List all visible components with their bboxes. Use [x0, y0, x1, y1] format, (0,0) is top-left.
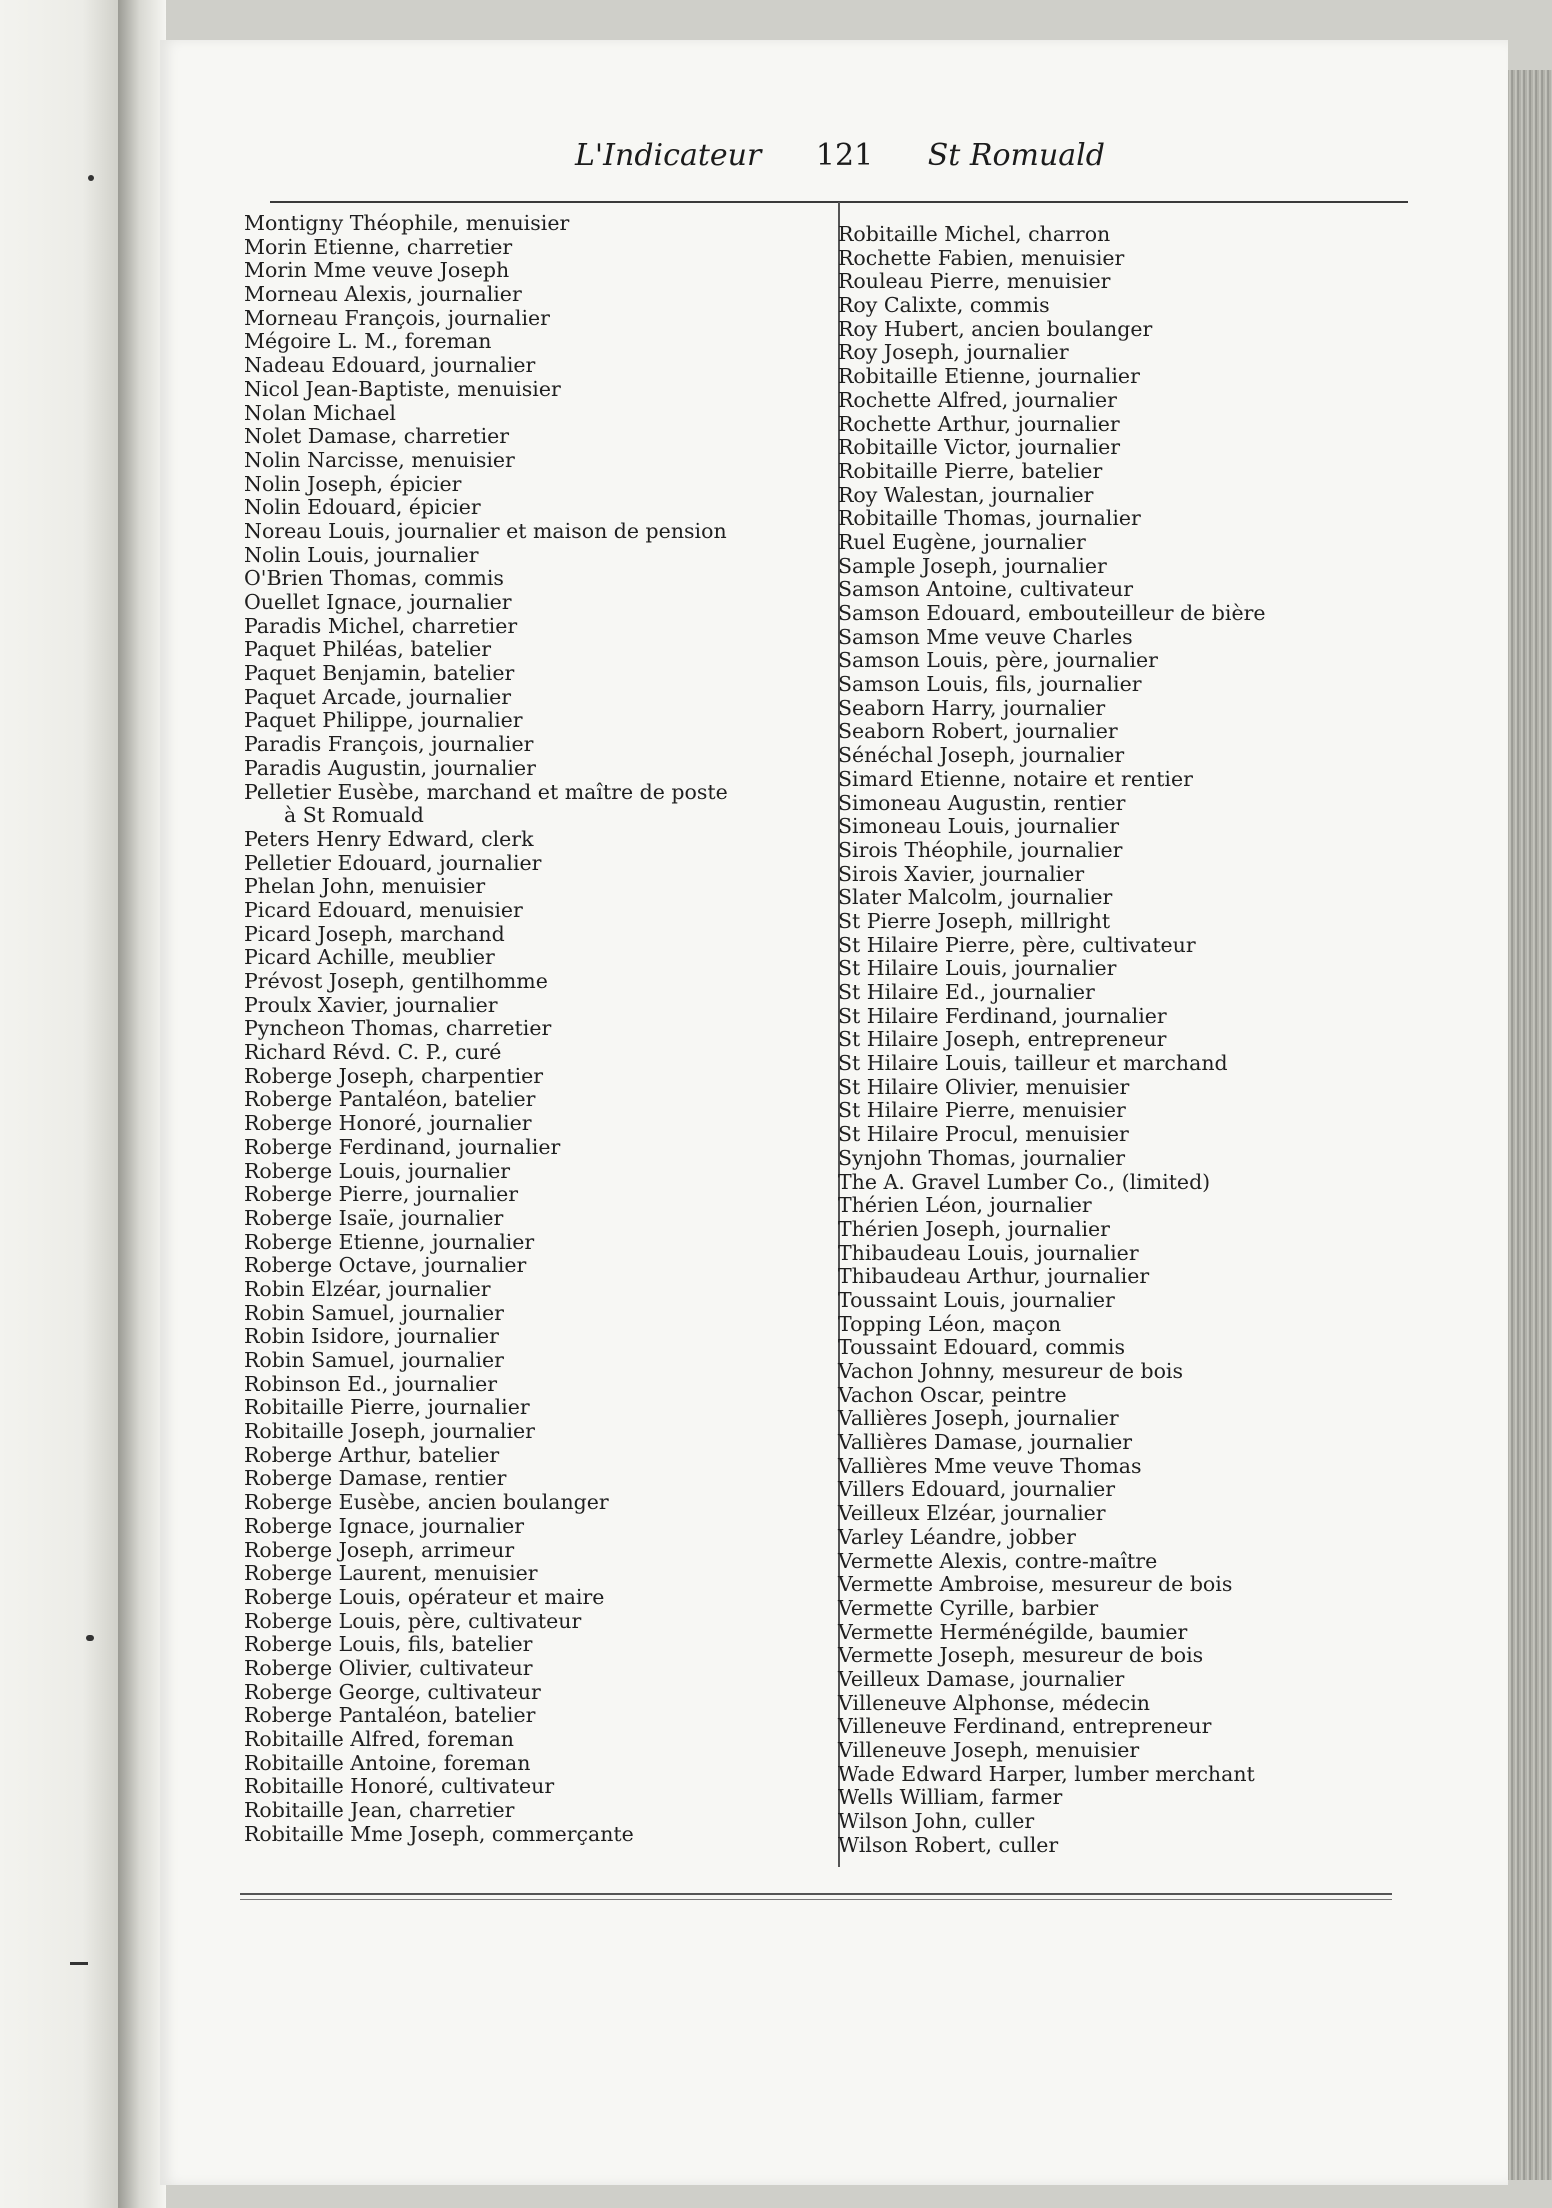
directory-entry: Roy Calixte, commis [838, 293, 1050, 318]
binding-mark [86, 1635, 94, 1641]
directory-entry: Roberge Louis, opérateur et maire [244, 1584, 605, 1609]
directory-entry: Villeneuve Alphonse, médecin [838, 1690, 1150, 1715]
directory-entry: Slater Malcolm, journalier [838, 885, 1113, 910]
directory-entry: Robitaille Honoré, cultivateur [244, 1774, 555, 1799]
page-stack-edge [1508, 70, 1552, 2180]
directory-entry: St Pierre Joseph, millright [838, 908, 1111, 933]
directory-entry: Roberge Isaïe, journalier [244, 1205, 504, 1230]
directory-entry: Ruel Eugène, journalier [838, 529, 1086, 554]
directory-entry: Roberge Pantaléon, batelier [244, 1087, 536, 1112]
directory-entry: Simoneau Louis, journalier [838, 814, 1120, 839]
directory-entry: Rouleau Pierre, menuisier [838, 269, 1111, 294]
directory-entry: Vallières Joseph, journalier [838, 1406, 1119, 1431]
directory-entry: Simard Etienne, notaire et rentier [838, 766, 1193, 791]
directory-entry: Roberge Louis, fils, batelier [244, 1632, 533, 1657]
directory-entry: Robitaille Michel, charron [838, 222, 1111, 246]
directory-entry: Robitaille Antoine, foreman [244, 1750, 531, 1775]
directory-entry: Robin Samuel, journalier [244, 1348, 504, 1372]
directory-entry: St Hilaire Pierre, père, cultivateur [838, 932, 1196, 957]
directory-entry: Robitaille Pierre, journalier [244, 1395, 530, 1420]
directory-entry: Roberge Etienne, journalier [244, 1229, 535, 1254]
directory-entry: Paradis Michel, charretier [244, 613, 518, 638]
directory-entry: Pelletier Eusèbe, marchand et maître de poste [244, 779, 728, 804]
footer-rule [240, 1893, 1392, 1895]
directory-entry: Roberge Honoré, journalier [244, 1111, 532, 1136]
directory-entry: Varley Léandre, jobber [838, 1524, 1076, 1549]
directory-entry: Roberge Eusèbe, ancien boulanger [244, 1490, 609, 1515]
directory-entry: Robitaille Jean, charretier [244, 1798, 515, 1823]
directory-entry: Morin Etienne, charretier [244, 234, 513, 259]
directory-entry: à St Romuald [284, 803, 424, 828]
directory-entry: Noreau Louis, journalier et maison de pension [244, 518, 727, 543]
directory-entry: Topping Léon, maçon [838, 1311, 1062, 1336]
directory-entry: Samson Mme veuve Charles [838, 624, 1133, 649]
directory-entry: St Hilaire Procul, menuisier [838, 1122, 1129, 1147]
directory-entry: Rochette Arthur, journalier [838, 411, 1120, 436]
directory-entry: Roberge Ignace, journalier [244, 1513, 525, 1538]
directory-entry: St Hilaire Ferdinand, journalier [838, 1003, 1167, 1028]
directory-entry: Paquet Benjamin, batelier [244, 661, 515, 686]
directory-entry: Morneau François, journalier [244, 305, 550, 330]
directory-entry: St Hilaire Louis, tailleur et marchand [838, 1051, 1228, 1076]
directory-entry: Morin Mme veuve Joseph [244, 258, 510, 283]
binding-mark [70, 1962, 88, 1965]
directory-entry: Thibaudeau Arthur, journalier [838, 1264, 1150, 1289]
directory-entry: Vermette Cyrille, barbier [838, 1595, 1099, 1620]
directory-entry: Robitaille Victor, journalier [838, 435, 1121, 460]
directory-entry: Robitaille Alfred, foreman [244, 1727, 514, 1751]
directory-entry: Roberge Louis, journalier [244, 1158, 511, 1183]
directory-entry: Ouellet Ignace, journalier [244, 590, 512, 614]
directory-entry: Nolin Louis, journalier [244, 542, 479, 567]
directory-entry: Picard Joseph, marchand [244, 921, 505, 946]
directory-entry: Vermette Ambroise, mesureur de bois [838, 1572, 1233, 1597]
directory-entry: Roberge Laurent, menuisier [244, 1561, 538, 1586]
directory-entry: Roy Walestan, journalier [838, 482, 1094, 507]
directory-entry: Vallières Damase, journalier [838, 1430, 1133, 1455]
directory-entry: Proulx Xavier, journalier [244, 992, 498, 1017]
directory-entry: Vermette Alexis, contre-maître [838, 1548, 1158, 1573]
directory-entry: Vachon Johnny, mesureur de bois [838, 1359, 1184, 1383]
directory-entry: Toussaint Edouard, commis [838, 1335, 1125, 1360]
directory-entry: Villers Edouard, journalier [838, 1477, 1116, 1502]
directory-entry: Robin Samuel, journalier [244, 1300, 504, 1325]
directory-entry: Samson Edouard, embouteilleur de bière [838, 601, 1266, 625]
directory-entry: Sirois Xavier, journalier [838, 861, 1085, 886]
directory-entry: Samson Louis, père, journalier [838, 648, 1158, 673]
directory-entry: Robitaille Mme Joseph, commerçante [244, 1821, 634, 1846]
directory-entry: St Hilaire Louis, journalier [838, 956, 1117, 981]
directory-entry: Roberge Olivier, cultivateur [244, 1655, 533, 1680]
directory-entry: Nolin Narcisse, menuisier [244, 447, 515, 472]
directory-entry: Nadeau Edouard, journalier [244, 353, 536, 378]
directory-entry: Nolin Joseph, épicier [244, 471, 462, 496]
directory-entry: Paquet Philéas, batelier [244, 637, 492, 662]
directory-entry: Paquet Philippe, journalier [244, 708, 523, 733]
directory-entry: St Hilaire Joseph, entrepreneur [838, 1027, 1167, 1052]
directory-entry: Phelan John, menuisier [244, 874, 486, 899]
directory-entry: Mégoire L. M., foreman [244, 329, 492, 354]
book-gutter [118, 0, 166, 2208]
directory-entry: Roberge George, cultivateur [244, 1679, 541, 1704]
directory-entry: Paradis François, journalier [244, 732, 534, 757]
directory-entry: Rochette Alfred, journalier [838, 387, 1117, 412]
directory-entry: Vermette Herménégilde, baumier [838, 1619, 1188, 1644]
binding-mark [88, 175, 94, 181]
header-place: St Romuald [927, 138, 1105, 173]
directory-entry: Robin Elzéar, journalier [244, 1276, 491, 1301]
directory-entry: Roberge Ferdinand, journalier [244, 1134, 561, 1159]
directory-entry: Picard Achille, meublier [244, 945, 495, 970]
directory-entry: The A. Gravel Lumber Co., (limited) [838, 1169, 1211, 1194]
directory-entry: Veilleux Elzéar, journalier [838, 1501, 1106, 1526]
directory-entry: Nicol Jean-Baptiste, menuisier [244, 376, 561, 401]
directory-entry: Simoneau Augustin, rentier [838, 790, 1126, 815]
directory-entry: Richard Révd. C. P., curé [244, 1040, 502, 1065]
directory-entry: Thérien Joseph, journalier [838, 1216, 1110, 1241]
directory-entry: Wells William, farmer [838, 1785, 1063, 1810]
directory-entry: Sample Joseph, journalier [838, 553, 1107, 578]
header-title: L'Indicateur [575, 138, 762, 173]
directory-entry: Paradis Augustin, journalier [244, 755, 536, 780]
directory-entry: Seaborn Harry, journalier [838, 695, 1106, 720]
directory-entry: Roberge Pantaléon, batelier [244, 1703, 536, 1728]
directory-entry: Samson Antoine, cultivateur [838, 577, 1134, 602]
directory-entry: Peters Henry Edward, clerk [244, 826, 534, 851]
directory-entry: Roberge Damase, rentier [244, 1466, 507, 1491]
directory-entry: Vermette Joseph, mesureur de bois [838, 1643, 1204, 1668]
directory-entry: Roberge Arthur, batelier [244, 1442, 500, 1467]
directory-entry: Robitaille Etienne, journalier [838, 364, 1140, 389]
right-directory-column [838, 223, 1418, 1857]
directory-entry: Sénéchal Joseph, journalier [838, 743, 1125, 768]
directory-entry: Nolin Edouard, épicier [244, 495, 481, 520]
page-number: 121 [815, 138, 874, 173]
directory-entry: Wilson Robert, culler [838, 1832, 1059, 1857]
directory-entry: Roberge Joseph, charpentier [244, 1063, 544, 1088]
directory-entry: Montigny Théophile, menuisier [244, 211, 570, 235]
directory-entry: Villeneuve Ferdinand, entrepreneur [838, 1714, 1212, 1739]
directory-entry: St Hilaire Ed., journalier [838, 980, 1095, 1004]
directory-entry: Roy Hubert, ancien boulanger [838, 316, 1153, 341]
directory-entry: Roberge Louis, père, cultivateur [244, 1608, 582, 1633]
directory-entry: Robitaille Thomas, journalier [838, 506, 1141, 531]
directory-entry: Synjohn Thomas, journalier [838, 1145, 1126, 1170]
directory-entry: Paquet Arcade, journalier [244, 684, 512, 709]
directory-entry: Vachon Oscar, peintre [838, 1382, 1067, 1407]
directory-entry: Robin Isidore, journalier [244, 1324, 499, 1349]
directory-entry: Robitaille Joseph, journalier [244, 1419, 535, 1444]
directory-entry: O'Brien Thomas, commis [244, 566, 504, 591]
directory-entry: Roberge Joseph, arrimeur [244, 1537, 515, 1562]
directory-entry: Roberge Octave, journalier [244, 1253, 527, 1278]
directory-entry: Wade Edward Harper, lumber merchant [838, 1761, 1255, 1786]
directory-entry: Nolet Damase, charretier [244, 424, 510, 449]
directory-entry: Prévost Joseph, gentilhomme [244, 969, 548, 993]
directory-entry: Roberge Pierre, journalier [244, 1182, 519, 1207]
directory-entry: Thibaudeau Louis, journalier [838, 1240, 1139, 1265]
directory-entry: Rochette Fabien, menuisier [838, 245, 1125, 270]
directory-entry: Vallières Mme veuve Thomas [838, 1453, 1142, 1478]
directory-entry: Pelletier Edouard, journalier [244, 850, 542, 875]
directory-entry: St Hilaire Pierre, menuisier [838, 1098, 1126, 1123]
directory-entry: Villeneuve Joseph, menuisier [838, 1738, 1140, 1762]
footer-rule-thin [240, 1899, 1392, 1900]
directory-entry: Toussaint Louis, journalier [838, 1287, 1115, 1312]
directory-entry: Picard Edouard, menuisier [244, 897, 523, 922]
directory-entry: Robinson Ed., journalier [244, 1371, 498, 1396]
directory-entry: Sirois Théophile, journalier [838, 837, 1123, 862]
directory-entry: Roy Joseph, journalier [838, 340, 1069, 365]
directory-entry: Pyncheon Thomas, charretier [244, 1016, 552, 1041]
directory-entry: Samson Louis, fils, journalier [838, 672, 1142, 697]
running-header [575, 138, 1105, 186]
directory-entry: St Hilaire Olivier, menuisier [838, 1074, 1130, 1099]
directory-entry: Seaborn Robert, journalier [838, 719, 1118, 744]
directory-entry: Veilleux Damase, journalier [838, 1666, 1125, 1691]
directory-entry: Thérien Léon, journalier [838, 1193, 1092, 1218]
left-directory-column [244, 212, 834, 1846]
directory-entry: Wilson John, culler [838, 1809, 1035, 1834]
directory-entry: Robitaille Pierre, batelier [838, 458, 1103, 483]
directory-entry: Nolan Michael [244, 400, 396, 425]
directory-entry: Morneau Alexis, journalier [244, 282, 522, 307]
